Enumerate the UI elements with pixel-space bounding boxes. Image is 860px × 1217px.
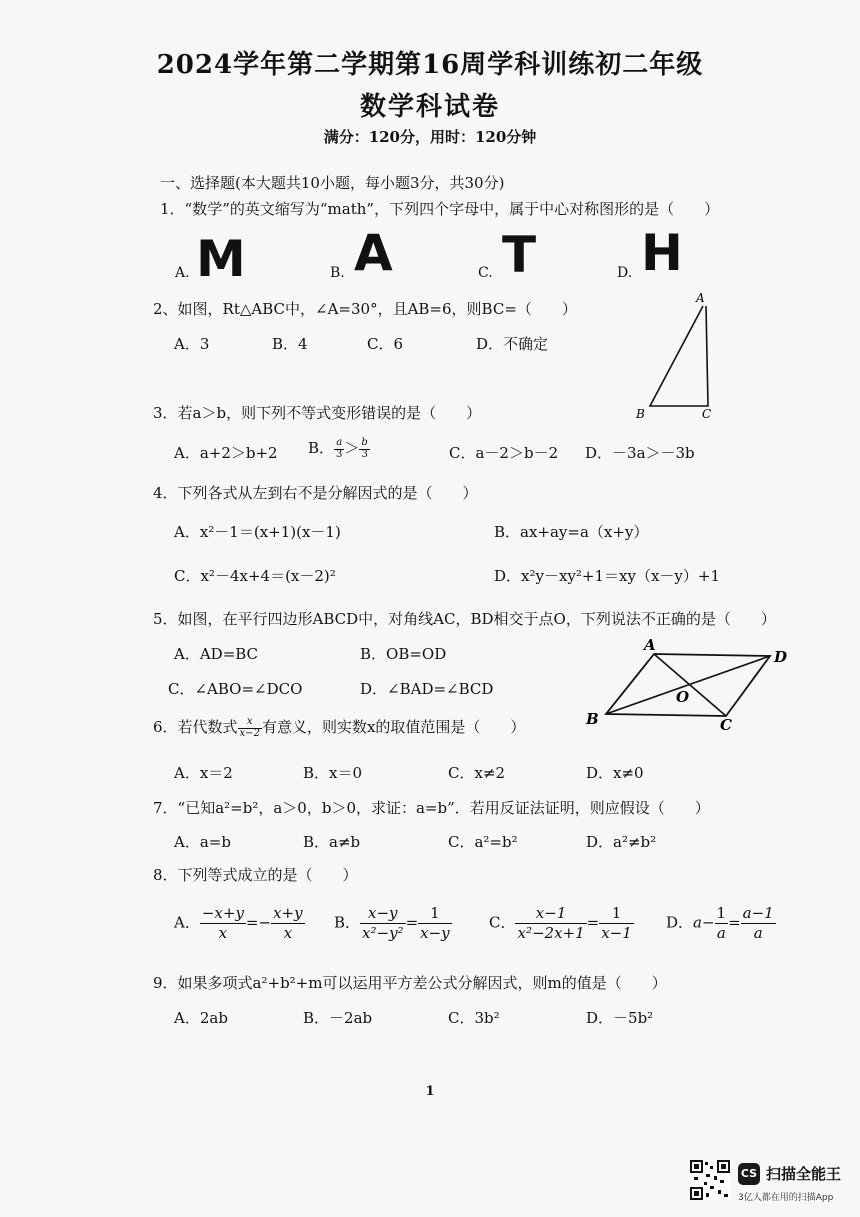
q8-c-lhs-fraction xyxy=(515,904,586,943)
parallelogram-figure xyxy=(580,632,820,737)
question-7-stem: 7．“已知a²=b²，a＞0，b＞0，求证：a=b”．若用反证法证明，则应假设（ ） xyxy=(153,799,710,817)
q3-b-frac2-den: 3 xyxy=(361,448,368,460)
question-2-stem: 2、如图，Rt△ABC中，∠A=30°，且AB=6，则BC=（ ） xyxy=(153,300,577,318)
q8-d-lhs-num: 1 xyxy=(716,904,727,922)
q8-b-lhs-den: x²−y² xyxy=(362,923,404,942)
q8-d-lhs-den: a xyxy=(716,923,726,942)
q8-d-rhs-num: a−1 xyxy=(742,904,774,922)
q8-d-lhs-fraction xyxy=(715,904,729,943)
q8-b-lhs-fraction xyxy=(360,904,406,943)
triangle-vertex-a: A xyxy=(696,291,705,305)
question-6-stem xyxy=(153,716,525,739)
q3-b-fraction-2 xyxy=(359,438,369,460)
q6-stem-suffix: 有意义，则实数x的取值范围是（ ） xyxy=(261,718,526,736)
question-8-stem: 8．下列等式成立的是（ ） xyxy=(153,866,358,884)
parallelogram-vertex-b: B xyxy=(586,710,599,728)
q8-b-lhs-num: x−y xyxy=(360,904,406,924)
parallelogram-vertex-d: D xyxy=(774,648,788,666)
question-3-stem: 3．若a＞b，则下列不等式变形错误的是（ ） xyxy=(153,404,482,422)
q8-a-rhs-num: x+y xyxy=(273,904,303,922)
q3-option-a: A．a+2＞b+2 xyxy=(174,444,278,462)
q8-b-rhs-den: x−y xyxy=(420,923,450,942)
q8-option-c xyxy=(489,904,634,943)
q1-option-b-letter: A xyxy=(354,224,393,282)
q9-option-b: B．－2ab xyxy=(303,1009,373,1027)
page-number: 1 xyxy=(425,1084,435,1099)
q6-frac-den: x−2 xyxy=(239,727,260,739)
q3-b-fraction-1 xyxy=(334,438,344,460)
q4-option-c: C．x²－4x+4＝(x－2)² xyxy=(174,567,336,585)
q6-stem-prefix: 6．若代数式 xyxy=(153,718,238,736)
q9-option-a: A．2ab xyxy=(174,1009,228,1027)
question-1-stem: 1．“数学”的英文缩写为“math”，下列四个字母中，属于中心对称图形的是（ ） xyxy=(160,200,720,218)
q8-option-a xyxy=(174,904,305,943)
q3-option-d: D．－3a＞－3b xyxy=(585,444,695,462)
q6-frac-num: x xyxy=(238,717,262,729)
q2-option-c: C．6 xyxy=(367,335,404,353)
question-9-stem: 9．如果多项式a²+b²+m可以运用平方差公式分解因式，则m的值是（ ） xyxy=(153,974,667,992)
q7-option-d: D．a²≠b² xyxy=(586,833,657,851)
q3-option-b xyxy=(308,437,370,460)
parallelogram-vertex-a: A xyxy=(644,636,656,654)
q1-option-b-label: B. xyxy=(330,265,345,281)
q8-a-lhs-num: −x+y xyxy=(201,904,244,922)
q8-d-rhs-den: a xyxy=(753,923,763,942)
q6-option-b: B．x＝0 xyxy=(303,764,363,782)
q8-a-equals: =− xyxy=(245,913,272,932)
q8-a-rhs-fraction xyxy=(271,904,305,943)
q3-b-relation: ＞ xyxy=(344,439,360,457)
q8-a-label: A． xyxy=(174,913,200,932)
exam-subject-title: 数学科试卷 xyxy=(359,92,500,122)
exam-score-time: 满分：120分，用时：120分钟 xyxy=(323,128,537,146)
q3-b-frac1-den: 3 xyxy=(336,448,343,460)
q7-option-b: B．a≠b xyxy=(303,833,361,851)
q8-c-label: C． xyxy=(489,913,516,932)
q8-c-equals: = xyxy=(586,913,600,932)
q2-option-d: D．不确定 xyxy=(476,335,549,353)
q6-option-d: D．x≠0 xyxy=(586,764,644,782)
q8-b-equals: = xyxy=(405,913,419,932)
scanner-logo-icon: CS xyxy=(738,1163,760,1185)
q8-b-label: B． xyxy=(334,913,361,932)
q8-d-prefix: a− xyxy=(693,913,715,932)
q6-option-a: A．x＝2 xyxy=(174,764,233,782)
q8-c-lhs-den: x²−2x+1 xyxy=(517,923,585,942)
question-5-stem: 5．如图，在平行四边形ABCD中，对角线AC，BD相交于点O，下列说法不正确的是（ ） xyxy=(153,610,776,628)
q3-b-frac1-num: a xyxy=(334,438,344,450)
q9-option-d: D．－5b² xyxy=(586,1009,654,1027)
q8-c-rhs-fraction xyxy=(599,904,634,943)
parallelogram-vertex-c: C xyxy=(720,716,732,734)
exam-title: 2024学年第二学期第16周学科训练初二年级 xyxy=(156,50,704,80)
q1-option-a-label: A. xyxy=(175,265,190,281)
q8-option-b xyxy=(334,904,452,943)
q5-option-c: C．∠ABO=∠DCO xyxy=(168,680,303,698)
qr-code-icon xyxy=(690,1160,730,1200)
q4-option-d: D．x²y－xy²+1＝xy（x－y）+1 xyxy=(494,567,721,585)
q8-d-rhs-fraction xyxy=(741,904,776,943)
q8-b-rhs-num: 1 xyxy=(418,904,452,924)
q8-a-rhs-den: x xyxy=(283,923,293,942)
q4-option-b: B．ax+ay=a（x+y） xyxy=(494,523,649,541)
section-heading: 一、选择题(本大题共10小题，每小题3分，共30分) xyxy=(160,174,505,192)
q1-option-d-letter: H xyxy=(641,224,683,282)
q8-c-rhs-num: 1 xyxy=(599,904,634,924)
q1-option-a-letter: M xyxy=(196,230,246,288)
right-triangle-figure xyxy=(630,288,730,423)
q8-b-rhs-fraction xyxy=(418,904,452,943)
triangle-vertex-b: B xyxy=(636,407,645,421)
q7-option-c: C．a²=b² xyxy=(448,833,518,851)
scanner-tagline: 3亿人都在用的扫描App xyxy=(738,1193,834,1203)
q2-option-b: B．4 xyxy=(272,335,308,353)
parallelogram-center-o: O xyxy=(676,688,690,706)
q8-a-lhs-den: x xyxy=(218,923,228,942)
q1-option-c-letter: T xyxy=(502,226,537,284)
q5-option-b: B．OB=OD xyxy=(360,645,447,663)
q6-option-c: C．x≠2 xyxy=(448,764,506,782)
q3-option-c: C．a－2＞b－2 xyxy=(449,444,559,462)
q1-option-c-label: C. xyxy=(478,265,493,281)
q7-option-a: A．a=b xyxy=(174,833,231,851)
q8-a-lhs-fraction xyxy=(200,904,246,943)
q8-c-lhs-num: x−1 xyxy=(515,904,586,924)
q8-c-rhs-den: x−1 xyxy=(601,923,632,942)
q6-fraction xyxy=(238,717,262,739)
q9-option-c: C．3b² xyxy=(448,1009,500,1027)
q5-option-d: D．∠BAD=∠BCD xyxy=(360,680,494,698)
q3-b-frac2-num: b xyxy=(361,437,368,448)
q8-option-d xyxy=(666,904,776,943)
q8-d-label: D． xyxy=(666,913,694,932)
q8-d-equals: = xyxy=(728,913,741,932)
scanner-app-name: 扫描全能王 xyxy=(766,1165,842,1183)
triangle-vertex-c: C xyxy=(702,407,712,421)
q1-option-d-label: D. xyxy=(617,265,633,281)
q3-option-b-label: B． xyxy=(308,439,335,457)
question-4-stem: 4．下列各式从左到右不是分解因式的是（ ） xyxy=(153,484,478,502)
q4-option-a: A．x²－1＝(x+1)(x－1) xyxy=(174,523,341,541)
q2-option-a: A．3 xyxy=(174,335,210,353)
q5-option-a: A．AD=BC xyxy=(174,645,259,663)
